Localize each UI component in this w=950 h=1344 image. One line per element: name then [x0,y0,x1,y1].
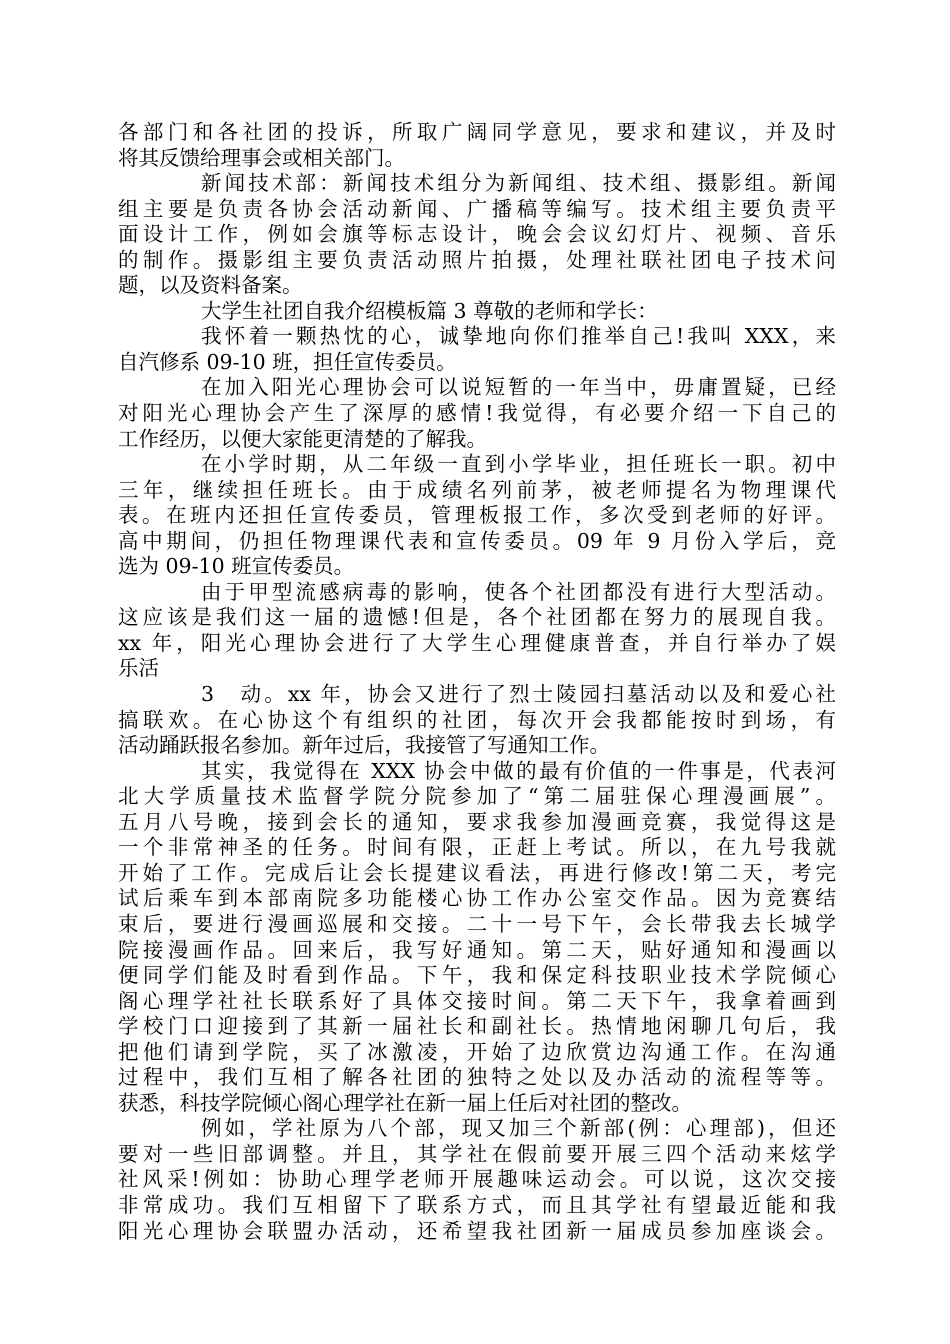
text-line: 大学生社团自我介绍模板篇 3 尊敬的老师和学长： [201,298,658,323]
text-line: 非常成功。我们互相留下了联系方式，而且其学社有望最近能和我 [118,1192,836,1217]
text-line: 五月八号晚，接到会长的通知，要求我参加漫画竞赛，我觉得这是 [118,809,836,834]
text-line: 把他们请到学院，买了冰激凌，开始了边欣赏边沟通工作。在沟通 [118,1039,836,1064]
text-line: 学校门口迎接到了其新一届社长和副社长。热情地闲聊几句后，我 [118,1014,836,1039]
text-line: 表。在班内还担任宣传委员，管理板报工作，多次受到老师的好评。 [118,503,836,528]
text-line: 三年，继续担任班长。由于成绩名列前茅，被老师提名为物理课代 [118,477,836,502]
text-line: 一个非常神圣的任务。时间有限，正赶上考试。所以，在九号我就 [118,835,836,860]
text-line: 高中期间，仍担任物理课代表和宣传委员。09 年 9 月份入学后，竞 [118,528,836,553]
text-line: 束后，要进行漫画巡展和交接。二十一号下午，会长带我去长城学 [118,911,836,936]
text-line: 组主要是负责各协会活动新闻、广播稿等编写。技术组主要负责平 [118,196,836,221]
text-line: 新闻技术部：新闻技术组分为新闻组、技术组、摄影组。新闻 [201,171,836,196]
text-line: 搞联欢。在心协这个有组织的社团，每次开会我都能按时到场，有 [118,707,836,732]
text-line: 便同学们能及时看到作品。下午，我和保定科技职业技术学院倾心 [118,963,836,988]
text-line: 北大学质量技术监督学院分院参加了“第二届驻保心理漫画展”。 [118,784,836,809]
text-line: 我怀着一颗热忱的心，诚挚地向你们推举自己!我叫 XXX，来 [201,324,836,349]
text-line: 院接漫画作品。回来后，我写好通知。第二天，贴好通知和漫画以 [118,937,836,962]
text-line: 在加入阳光心理协会可以说短暂的一年当中，毋庸置疑，已经 [201,375,836,400]
text-line: 自汽修系 09-10 班，担任宣传委员。 [118,349,457,374]
text-line: 3 动。xx 年，协会又进行了烈士陵园扫墓活动以及和爱心社 [201,682,836,707]
text-line: 活动踊跃报名参加。新年过后，我接管了写通知工作。 [118,733,610,758]
text-line: 面设计工作，例如会旗等标志设计，晚会会议幻灯片、视频、音乐 [118,222,836,247]
text-line: 试后乘车到本部南院多功能楼心协工作办公室交作品。因为竞赛结 [118,886,836,911]
text-line: 例如，学社原为八个部，现又加三个新部(例：心理部)，但还 [201,1116,836,1141]
text-line: 获悉，科技学院倾心阁心理学社在新一届上任后对社团的整改。 [118,1090,692,1115]
text-line: 由于甲型流感病毒的影响，使各个社团都没有进行大型活动。 [201,579,836,604]
text-line: 对阳光心理协会产生了深厚的感情!我觉得，有必要介绍一下自己的 [118,401,836,426]
text-line: 乐活 [118,656,159,681]
text-line: 社风采!例如：协助心理学老师开展趣味运动会。可以说，这次交接 [118,1167,836,1192]
document-page [118,120,836,1244]
text-line: 题，以及资料备案。 [118,273,303,298]
text-line: 的制作。摄影组主要负责活动照片拍摄，处理社联社团电子技术问 [118,247,836,272]
text-line: 过程中，我们互相了解各社团的独特之处以及办活动的流程等等。 [118,1065,836,1090]
text-line: 在小学时期，从二年级一直到小学毕业，担任班长一职。初中 [201,452,836,477]
text-line: 这应该是我们这一届的遗憾!但是，各个社团都在努力的展现自我。 [118,605,836,630]
text-line: 要对一些旧部调整。并且，其学社在假前要开展三四个活动来炫学 [118,1141,836,1166]
text-line: 阳光心理协会联盟办活动，还希望我社团新一届成员参加座谈会。 [118,1218,836,1243]
text-line: 将其反馈给理事会或相关部门。 [118,145,405,170]
text-line: 各部门和各社团的投诉，所取广阔同学意见，要求和建议，并及时 [118,120,836,144]
text-line: 工作经历，以便大家能更清楚的了解我。 [118,426,487,451]
text-line: 开始了工作。完成后让会长提建议看法，再进行修改!第二天，考完 [118,860,836,885]
text-line: xx 年，阳光心理协会进行了大学生心理健康普查，并自行举办了娱 [118,630,836,655]
text-line: 选为 09-10 班宣传委员。 [118,554,355,579]
text-line: 其实，我觉得在 XXX 协会中做的最有价值的一件事是，代表河 [201,758,836,783]
text-line: 阁心理学社社长联系好了具体交接时间。第二天下午，我拿着画到 [118,988,836,1013]
